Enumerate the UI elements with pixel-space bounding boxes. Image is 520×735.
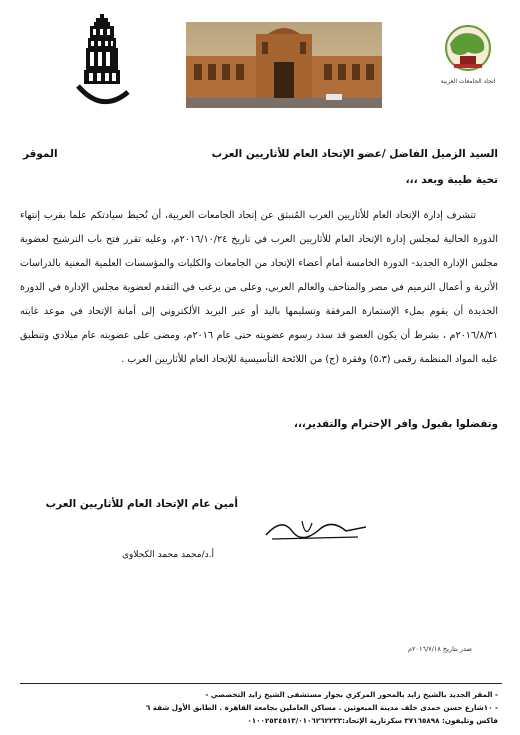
body-paragraph: تتشرف إدارة الإتحاد العام للأثاريين العرب المُنبثق عن إتحاد الجامعات العربية، أن تُحيط سيادتكم علما بقرب إنتهاء الدورة الحالية لمجلس إدارة الإتحاد العام للأثاريين العرب في تاريخ ٢٠١٦/١٠/٢٤م، وعليه تقرر فتح باب الترشيح لعضوية مجلس الإدارة الجديد- الدورة الخامسة أمام أعضاء الإتحاد من الجامعات والكليات والمؤسسات العلمية المعنية بالدراسات الأثرية و أعمال الترميم في مصر والمتاحف والعالم العربي، وعلى من يرغب في التقدم لعضوية مجلس الإدارة في الدورة الجديدة أن يقوم بملء الإستمارة المرفقة وتسليمها باليد أو عبر البريد الألكتروني إلى أمانة الإتحاد في موعد غايته ٢٠١٦/٨/٣١م ، بشرط أن يكون العضو قد سدد رسوم عضويته حتى عام ٢٠١٦م، ومضى على عضويته عام ميلادي وتنطبق عليه المواد المنظمة رقمى (٥،٣) وفقرة (ج) من اللائحة التأسيسية للإتحاد العام للأثاريين العرب . — [20, 210, 499, 365]
footer-divider — [20, 683, 502, 684]
building-photo — [186, 22, 382, 108]
footer-address-line1: - المقر الجديد بالشيخ زايد بالمحور المركزي بجوار مستشفى الشيخ زايد التخصصي - — [205, 690, 498, 699]
issue-date: صدر بتاريخ ٢٠١٦/٧/١٨م — [408, 645, 472, 653]
right-logo-caption: اتحاد الجامعات العربية — [440, 78, 496, 85]
union-emblem-icon — [72, 14, 132, 114]
closing: وتفضلوا بقبول وافر الإحترام والتقدير،،، — [294, 418, 498, 430]
handwritten-signature — [262, 513, 370, 545]
footer-address-line2: - ١٠شارع حسن حمدى خلف مدينة المبعوثين . مساكن العاملين بجامعة القاهرة . الطابق الأول شقة ٦ — [145, 703, 498, 712]
signer-name: أ.د/محمد محمد الكحلاوى — [121, 550, 214, 560]
footer-contact-line: فاكس وتليفون: ٣٧١٦٥٨٩٨ سكرتارية الإتحاد:٠١٠٠٢٥٣٤٥١٣/٠١٠٦٢٦٢٢٣٣ — [247, 716, 498, 725]
recipient: السيد الزميل الفاضل /عضو الإتحاد العام للأثاريين العرب — [211, 148, 498, 160]
recipient-line — [23, 148, 498, 160]
greeting: تحية طيبة وبعد ،،، — [405, 174, 498, 186]
letter-body — [20, 204, 498, 372]
signer-title: أمين عام الإتحاد العام للأثاريين العرب — [45, 498, 238, 510]
recipient-suffix: الموقر — [23, 148, 58, 160]
